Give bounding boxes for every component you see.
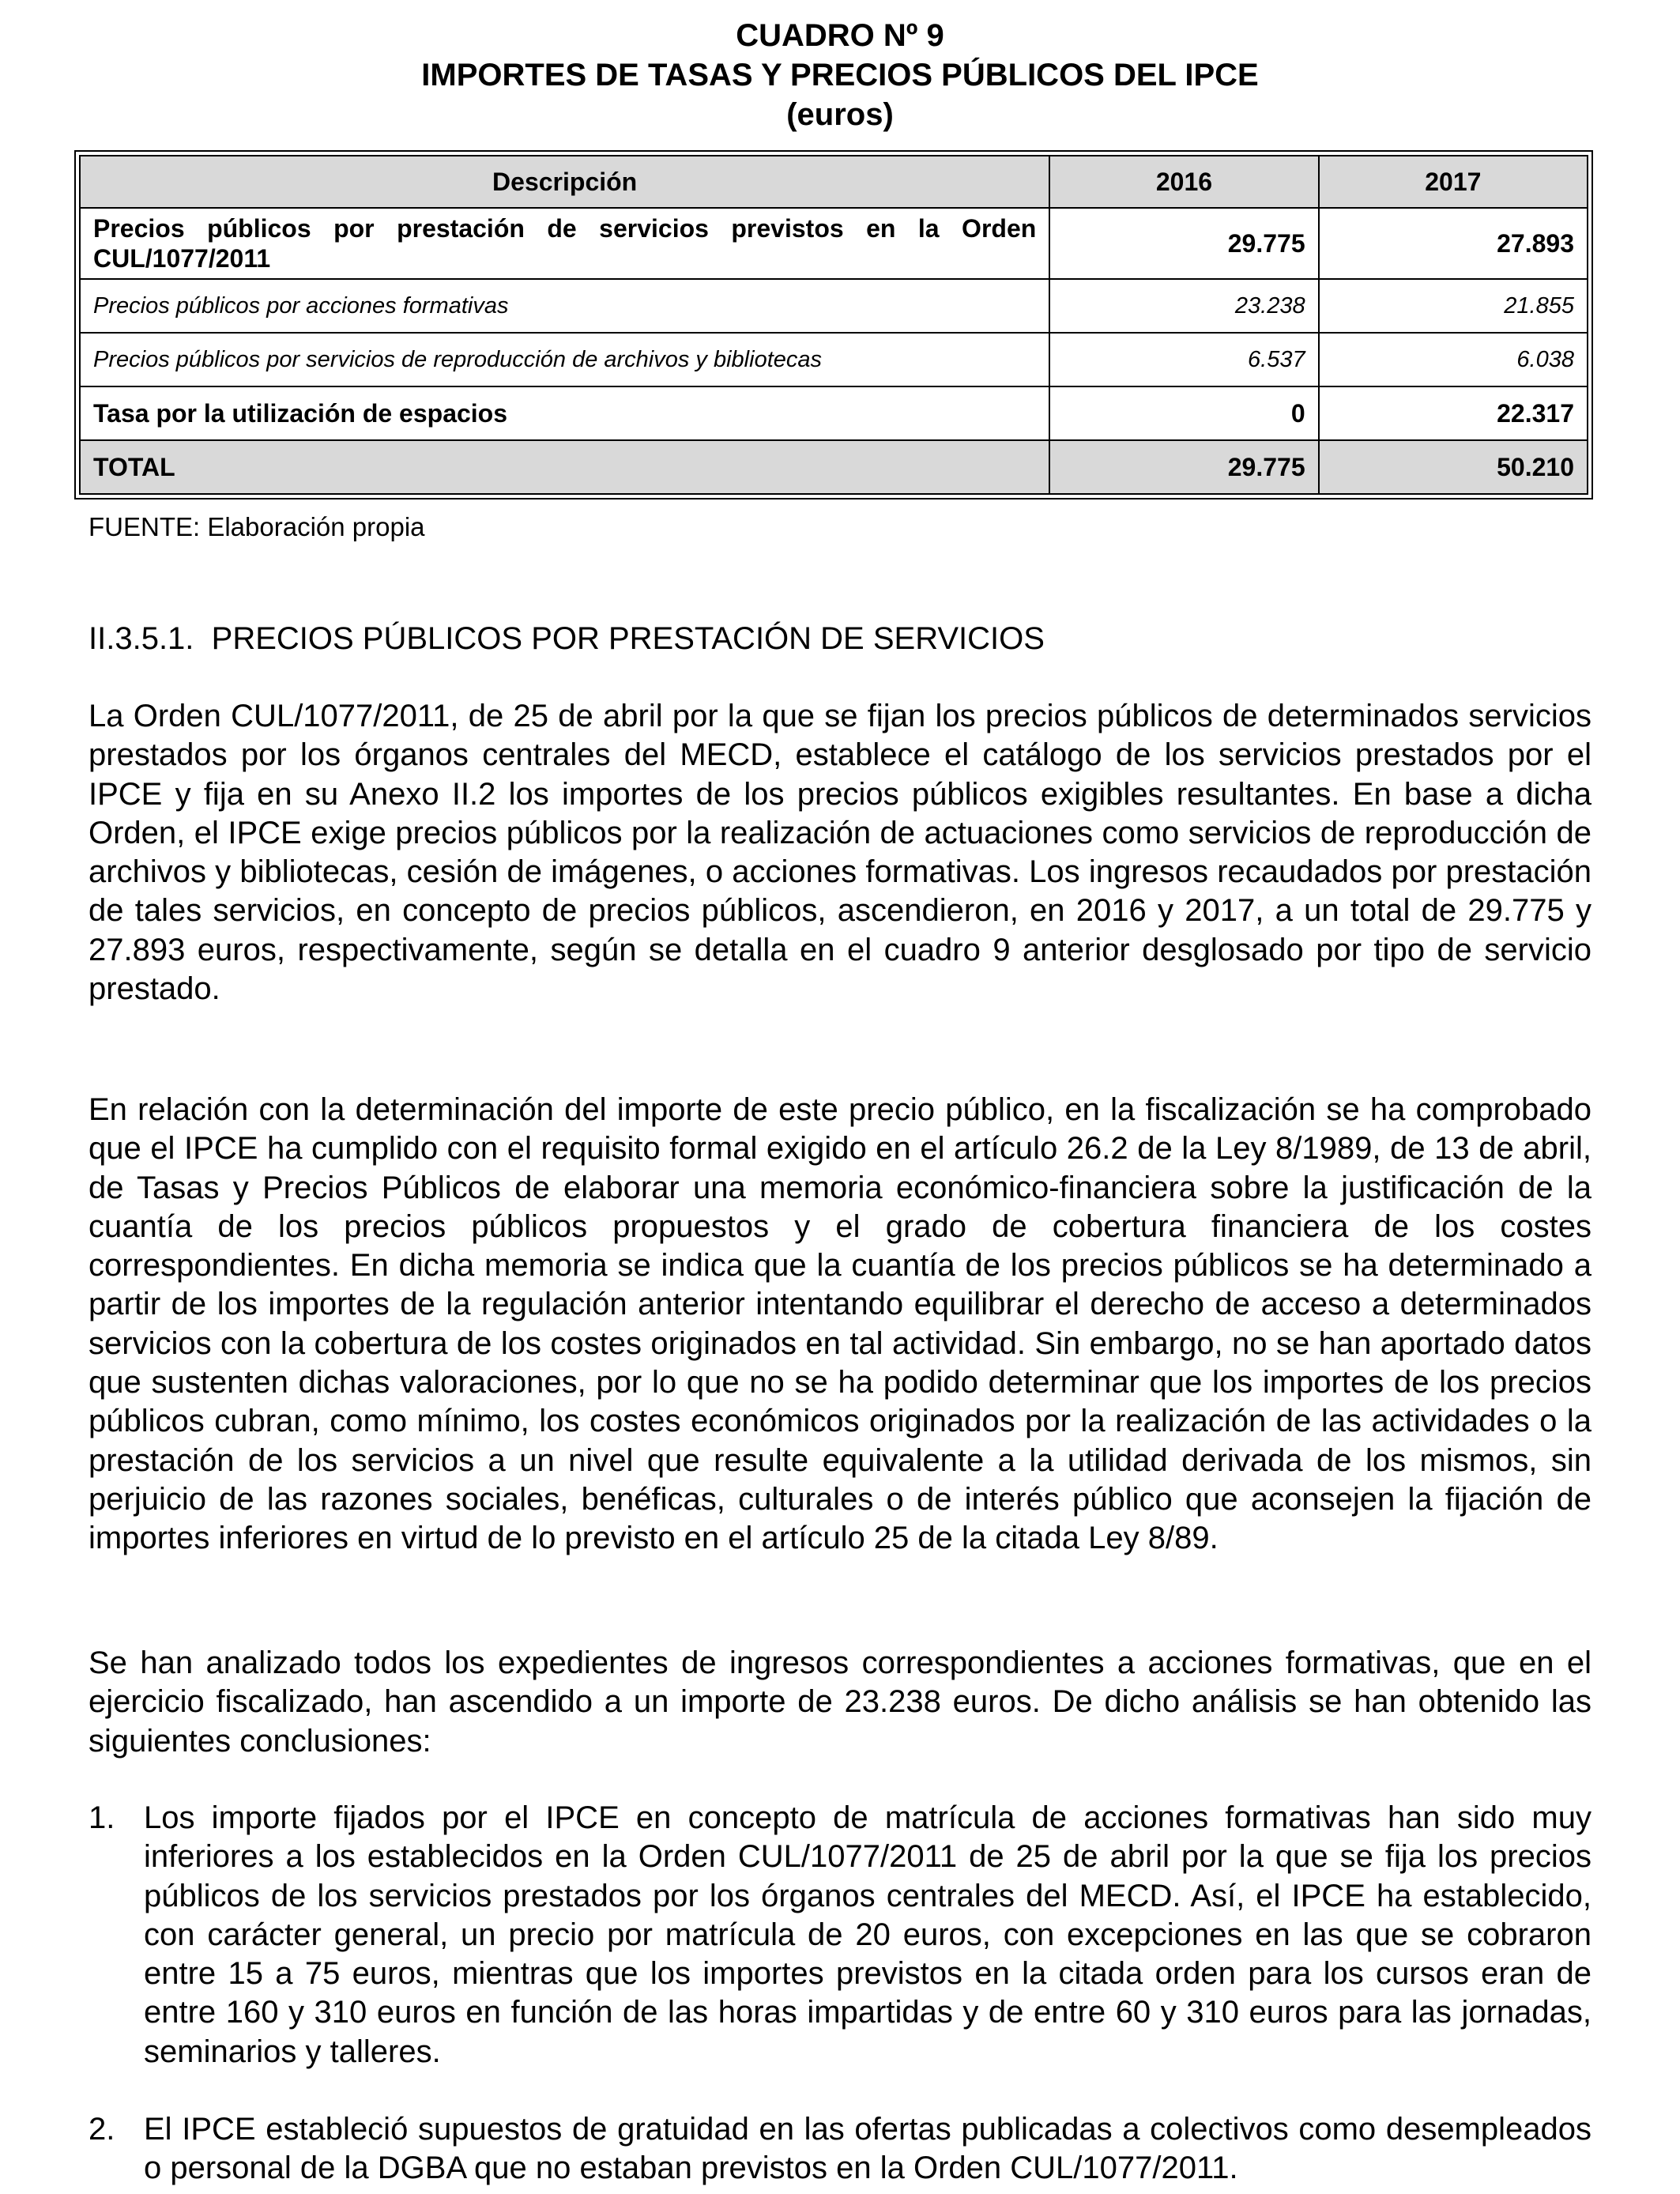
row-value-2016: 0 [1049, 386, 1318, 440]
paragraph-1: La Orden CUL/1077/2011, de 25 de abril por la que se fijan los precios públicos de determinados servicios prestados por los órganos centrales del MECD, establece el catálogo de los servicios prestados por el IPCE y fija en su Anexo II.2 los importes de los precios públicos exigibles resultantes. En base a dicha Orden, el IPCE exige precios públicos por la realización de actuaciones como servicios de reproducción de archivos y bibliotecas, cesión de imágenes, o acciones formativas. Los ingresos recaudados por prestación de tales servicios, en concepto de precios públicos, ascendieron, en 2016 y 2017, a un total de 29.775 y 27.893 euros, respectivamente, según se detalla en el cuadro 9 anterior desglosado por tipo de servicio prestado. [89, 699, 1591, 1007]
section-heading: II.3.5.1. PRECIOS PÚBLICOS POR PRESTACIÓN DE SERVICIOS [89, 621, 1045, 656]
list-item-text: Los importe fijados por el IPCE en concepto de matrícula de acciones formativas han sido muy inferiores a los establecidos en la Orden CUL/1077/2011 de 25 de abril por la que se fija los precios públicos de los servicios prestados por los órganos centrales del MECD. Así, el IPCE ha establecido, con carácter general, un precio por matrícula de 20 euros, con excepciones en las que se cobraron entre 15 a 75 euros, mientras que los importes previstos en la citada orden para los cursos eran de entre 160 y 310 euros en función de las horas impartidas y de entre 60 y 310 euros para las jornadas, seminarios y talleres. [144, 1800, 1591, 2069]
cuadro-9-table [79, 155, 1588, 495]
row-value-2017: 27.893 [1319, 208, 1588, 279]
table-title [0, 16, 1680, 134]
row-label: Precios públicos por prestación de servicios previstos en la Orden CUL/1077/2011 [80, 208, 1049, 279]
list-item-text: El IPCE estableció supuestos de gratuidad en las ofertas publicadas a colectivos como desempleados o personal de la DGBA que no estaban previstos en la Orden CUL/1077/2011. [144, 2112, 1591, 2186]
table-row [80, 386, 1588, 440]
title-line-3: (euros) [786, 97, 894, 132]
table-header-row [80, 156, 1588, 208]
title-line-1: CUADRO Nº 9 [736, 18, 944, 53]
row-label: Precios públicos por acciones formativas [80, 279, 1049, 333]
row-value-2016: 6.537 [1049, 333, 1318, 386]
row-value-2017: 21.855 [1319, 279, 1588, 333]
row-label: Tasa por la utilización de espacios [80, 386, 1049, 440]
list-item [89, 2110, 1591, 2188]
table-source-note: FUENTE: Elaboración propia [89, 512, 425, 541]
row-value-2017: 6.038 [1319, 333, 1588, 386]
list-item-number: 1. [89, 1800, 115, 1835]
table-row [80, 279, 1588, 333]
column-header-description: Descripción [80, 156, 1049, 208]
paragraph-3: Se han analizado todos los expedientes de ingresos correspondientes a acciones formativas, que en el ejercicio fiscalizado, han ascendido a un importe de 23.238 euros. De dicho análisis se han obtenido las siguientes conclusiones: [89, 1646, 1591, 1759]
row-value-2017: 22.317 [1319, 386, 1588, 440]
row-value-2016: 29.775 [1049, 440, 1318, 494]
list-item [89, 1799, 1591, 2071]
title-line-2: IMPORTES DE TASAS Y PRECIOS PÚBLICOS DEL IPCE [421, 58, 1259, 92]
paragraph-2: En relación con la determinación del importe de este precio público, en la fiscalización se ha comprobado que el IPCE ha cumplido con el requisito formal exigido en el artículo 26.2 de la Ley 8/1989, de 13 de abril, de Tasas y Precios Públicos de elaborar una memoria económico-financiera sobre la justificación de la cuantía de los precios públicos propuestos y el grado de cobertura financiera de los costes correspondientes. En dicha memoria se indica que la cuantía de los precios públicos se ha determinado a partir de los importes de la regulación anterior intentando equilibrar el derecho de acceso a determinados servicios con la cobertura de los costes originados en tal actividad. Sin embargo, no se han aportado datos que sustenten dichas valoraciones, por lo que no se ha podido determinar que los importes de los precios públicos cubran, como mínimo, los costes económicos originados por la realización de las actividades o la prestación de los servicios a un nivel que resulte equivalente a la utilidad derivada de los mismos, sin perjuicio de las razones sociales, benéficas, culturales o de interés público que aconsejen la fijación de importes inferiores en virtud de lo previsto en el artículo 25 de la citada Ley 8/89. [89, 1092, 1591, 1556]
table-row [80, 208, 1588, 279]
row-label: TOTAL [80, 440, 1049, 494]
list-item-number: 2. [89, 2112, 115, 2147]
row-value-2017: 50.210 [1319, 440, 1588, 494]
column-header-2016: 2016 [1049, 156, 1318, 208]
cuadro-9-table-frame [74, 150, 1593, 499]
column-header-2017: 2017 [1319, 156, 1588, 208]
table-row [80, 333, 1588, 386]
row-value-2016: 29.775 [1049, 208, 1318, 279]
table-total-row [80, 440, 1588, 494]
row-label: Precios públicos por servicios de reproducción de archivos y bibliotecas [80, 333, 1049, 386]
row-value-2016: 23.238 [1049, 279, 1318, 333]
